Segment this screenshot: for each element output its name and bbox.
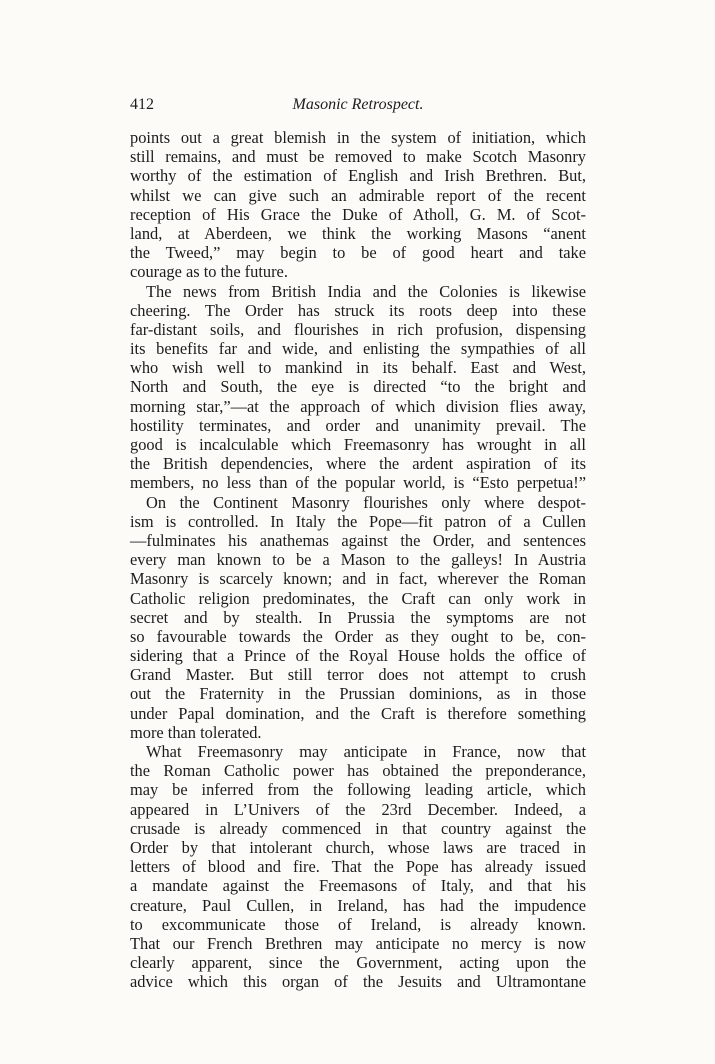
- body-text: [130, 128, 586, 991]
- text-line: far-distant soils, and flourishes in rich profusion, dispensing: [130, 319, 586, 339]
- text-line: On the Continent Masonry flourishes only where despot-: [146, 492, 586, 512]
- text-line: land, at Aberdeen, we think the working Masons “anent: [130, 223, 586, 243]
- text-line: crusade is already commenced in that country against the: [130, 818, 586, 838]
- text-line: clearly apparent, since the Government, acting upon the: [130, 953, 586, 973]
- text-line: to excommunicate those of Ireland, is already known.: [130, 914, 586, 934]
- text-line: What Freemasonry may anticipate in France, now that: [146, 742, 586, 761]
- text-line: its benefits far and wide, and enlisting the sympathies of all: [130, 339, 586, 359]
- text-line: appeared in L’Univers of the 23rd December. Indeed, a: [130, 799, 586, 819]
- text-line: members, no less than of the popular world, is “Esto perpetua!”: [130, 473, 586, 493]
- text-line: who wish well to mankind in its behalf. East and West,: [130, 358, 586, 378]
- text-line: the Roman Catholic power has obtained the preponderance,: [130, 761, 586, 781]
- text-line: every man known to be a Mason to the galleys! In Austria: [130, 550, 586, 570]
- text-line: the British dependencies, where the ardent aspiration of its: [130, 454, 586, 474]
- text-line: cheering. The Order has struck its roots deep into these: [130, 300, 586, 320]
- text-line: more than tolerated.: [130, 722, 262, 742]
- text-line: letters of blood and fire. That the Pope has already issued: [130, 857, 586, 877]
- text-line: Order by that intolerant church, whose laws are traced in: [130, 837, 586, 857]
- text-line: The news from British India and the Colonies is likewise: [146, 281, 586, 301]
- running-title: Masonic Retrospect.: [292, 96, 424, 113]
- text-line: whilst we can give such an admirable report of the recent: [130, 185, 586, 205]
- page-number: 412: [130, 96, 154, 113]
- text-line: still remains, and must be removed to make Scotch Masonry: [130, 147, 586, 167]
- text-line: points out a great blemish in the system of initiation, which: [130, 128, 586, 147]
- text-line: Grand Master. But still terror does not attempt to crush: [130, 665, 586, 685]
- text-line: That our French Brethren may anticipate no mercy is now: [130, 933, 586, 953]
- text-line: so favourable towards the Order as they ought to be, con-: [130, 626, 586, 646]
- text-line: North and South, the eye is directed “to the bright and: [130, 377, 586, 397]
- text-line: under Papal domination, and the Craft is therefore something: [130, 703, 586, 723]
- text-line: hostility terminates, and order and unanimity prevail. The: [130, 415, 586, 435]
- text-line: —fulminates his anathemas against the Order, and sentences: [130, 530, 586, 550]
- text-line: morning star,”—at the approach of which division flies away,: [130, 396, 586, 416]
- text-line: may be inferred from the following leading article, which: [130, 780, 586, 800]
- text-line: worthy of the estimation of English and Irish Brethren. But,: [130, 166, 586, 186]
- text-line: ism is controlled. In Italy the Pope—fit patron of a Cullen: [130, 511, 586, 531]
- text-line: creature, Paul Cullen, in Ireland, has had the impudence: [130, 895, 586, 915]
- text-line: the Tweed,” may begin to be of good heart and take: [130, 243, 586, 263]
- text-line: courage as to the future.: [130, 262, 288, 282]
- text-line: Masonry is scarcely known; and in fact, wherever the Roman: [130, 569, 586, 589]
- text-line: good is incalculable which Freemasonry has wrought in all: [130, 435, 586, 454]
- text-line: Catholic religion predominates, the Craft can only work in: [130, 588, 586, 608]
- text-line: sidering that a Prince of the Royal House holds the office of: [130, 646, 586, 666]
- text-line: out the Fraternity in the Prussian dominions, as in those: [130, 684, 586, 704]
- text-line: a mandate against the Freemasons of Italy, and that his: [130, 876, 586, 896]
- page-header: [130, 96, 586, 120]
- text-line: secret and by stealth. In Prussia the symptoms are not: [130, 607, 586, 627]
- text-line: advice which this organ of the Jesuits and Ultramontane: [130, 972, 586, 992]
- text-line: reception of His Grace the Duke of Atholl, G. M. of Scot-: [130, 204, 586, 224]
